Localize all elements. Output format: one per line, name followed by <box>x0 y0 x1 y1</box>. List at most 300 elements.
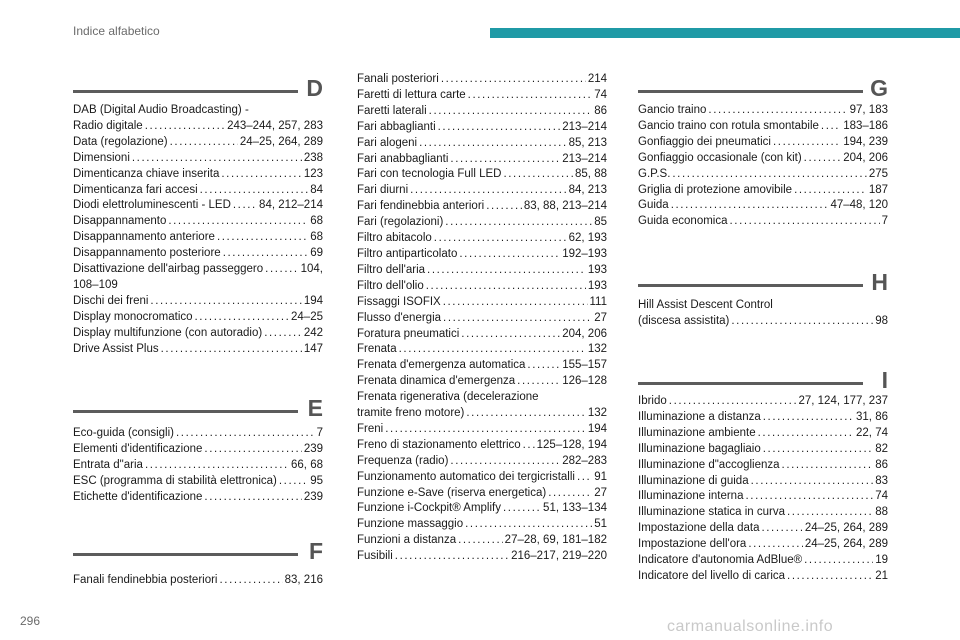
entry-pages: 155–157 <box>562 359 607 372</box>
dot-leader <box>468 88 593 104</box>
section-letter: H <box>871 269 888 295</box>
entry-term: Disattivazione dell'airbag passeggero <box>73 263 264 276</box>
entry-term: Etichette d'identificazione <box>73 490 203 503</box>
index-entry <box>638 521 888 537</box>
index-entry <box>73 183 323 199</box>
dot-leader <box>429 104 593 120</box>
entry-pages: 86 <box>875 458 888 471</box>
section-letter: F <box>308 538 323 564</box>
section-heading-g <box>638 75 888 106</box>
entry-pages: 275 <box>868 167 888 180</box>
entry-term: Fari fendinebbia anteriori <box>357 200 485 213</box>
entry-pages: 192–193 <box>562 247 607 260</box>
index-entry <box>73 490 323 506</box>
entry-term: Fanali posteriori <box>357 73 439 85</box>
page-number: 296 <box>20 614 41 628</box>
entry-pages: 187 <box>868 183 888 196</box>
entry-pages: 194 <box>303 294 323 307</box>
entry-term: Flusso d'energia <box>357 311 442 324</box>
dot-leader <box>450 152 560 168</box>
entry-term: Ibrido <box>638 395 667 407</box>
entry-pages: 85, 88 <box>575 168 607 181</box>
index-entry <box>638 505 888 521</box>
entry-term: Gonfiaggio dei pneumatici <box>638 135 771 148</box>
dot-leader <box>758 426 854 442</box>
dot-leader <box>731 314 873 330</box>
entry-list-f-part2 <box>357 72 607 565</box>
entry-term: Indicatore del livello di carica <box>638 569 786 582</box>
entry-pages: 84, 213 <box>568 184 607 197</box>
dot-leader <box>441 72 586 88</box>
dot-leader <box>233 198 257 214</box>
entry-term: Eco-guida (consigli) <box>73 427 174 439</box>
entry-pages: 111 <box>589 295 607 308</box>
index-entry <box>638 394 888 410</box>
entry-pages: 193 <box>587 279 607 292</box>
index-entry <box>638 314 888 330</box>
index-entry <box>73 326 323 342</box>
dot-leader <box>787 505 873 521</box>
section-rule <box>638 382 863 385</box>
entry-term: Illuminazione di guida <box>638 474 749 487</box>
index-entry <box>638 119 888 135</box>
index-entry <box>73 294 323 310</box>
entry-term: Elementi d'identificazione <box>73 442 203 455</box>
entry-term: Gancio traino con rotula smontabile <box>638 119 819 132</box>
index-entry <box>357 247 607 263</box>
entry-pages: 243–244, 257, 283 <box>227 119 323 132</box>
index-entry <box>357 183 607 199</box>
dot-leader <box>748 537 803 553</box>
entry-term: Funzioni a distanza <box>357 534 457 547</box>
entry-term: Frequenza (radio) <box>357 454 449 467</box>
index-entry <box>73 442 323 458</box>
entry-pages: 213–214 <box>562 152 607 165</box>
dot-leader <box>221 167 301 183</box>
entry-pages: 194 <box>587 422 607 435</box>
entry-term: Gonfiaggio occasionale (con kit) <box>638 151 802 164</box>
dot-leader <box>782 458 874 474</box>
index-entry <box>357 486 607 502</box>
entry-term: DAB (Digital Audio Broadcasting) - <box>73 104 249 116</box>
entry-term: Impostazione della data <box>638 522 760 535</box>
entry-term: Fari con tecnologia Full LED <box>357 168 502 181</box>
entry-pages: 47–48, 120 <box>830 199 888 212</box>
entry-term: tramite freno motore) <box>357 407 465 420</box>
entry-pages: 74 <box>594 88 607 101</box>
entry-pages: 31, 86 <box>856 410 888 423</box>
entry-term: 108–109 <box>73 278 118 291</box>
section-rule <box>73 410 298 413</box>
watermark: carmanualsonline.info <box>667 618 834 635</box>
entry-list-e <box>73 426 323 506</box>
dot-leader <box>204 442 301 458</box>
entry-pages: 66, 68 <box>291 458 323 471</box>
index-entry <box>73 198 323 214</box>
entry-pages: 69 <box>310 247 323 260</box>
entry-term: Griglia di protezione amovibile <box>638 183 793 196</box>
dot-leader <box>450 454 560 470</box>
dot-leader <box>399 342 586 358</box>
entry-pages: 123 <box>303 167 323 180</box>
section-rule <box>73 90 298 93</box>
entry-term: Illuminazione statica in curva <box>638 506 786 519</box>
index-entry <box>357 327 607 343</box>
dot-leader <box>219 573 282 589</box>
entry-term: Dischi dei freni <box>73 294 149 307</box>
entry-pages: 27 <box>594 311 607 324</box>
entry-term: Funzione massaggio <box>357 518 464 531</box>
dot-leader <box>264 326 302 342</box>
entry-term: Hill Assist Descent Control <box>638 299 773 311</box>
index-entry <box>357 215 607 231</box>
index-entry <box>73 458 323 474</box>
dot-leader <box>200 183 309 199</box>
entry-pages: 86 <box>594 104 607 117</box>
index-entry <box>357 311 607 327</box>
entry-pages: 83, 88, 213–214 <box>523 200 607 213</box>
entry-pages: 83, 216 <box>284 574 323 586</box>
dot-leader <box>461 327 560 343</box>
index-entry <box>73 262 323 278</box>
index-entry <box>73 474 323 490</box>
index-entry <box>638 198 888 214</box>
dot-leader <box>761 521 802 537</box>
entry-term: Fari alogeni <box>357 136 418 149</box>
entry-term: Frenata rigenerativa (decelerazione <box>357 391 539 404</box>
dot-leader <box>503 501 541 517</box>
entry-pages: 19 <box>875 554 888 567</box>
index-entry <box>73 246 323 262</box>
dot-leader <box>168 214 308 230</box>
entry-pages: 51 <box>594 518 607 531</box>
dot-leader <box>804 151 842 167</box>
entry-pages: 214 <box>587 73 607 85</box>
index-entry <box>357 104 607 120</box>
entry-term: Dimensioni <box>73 151 130 164</box>
dot-leader <box>669 394 797 410</box>
index-entry <box>73 278 323 294</box>
entry-term: Display multifunzione (con autoradio) <box>73 326 263 339</box>
index-entry <box>73 151 323 167</box>
entry-pages: 132 <box>587 407 607 420</box>
entry-term: Fissaggi ISOFIX <box>357 295 441 308</box>
entry-term: (discesa assistita) <box>638 314 730 327</box>
header-accent-bar <box>490 28 960 38</box>
dot-leader <box>426 279 586 295</box>
index-entry <box>357 549 607 565</box>
entry-term: Data (regolazione) <box>73 135 168 148</box>
index-entry <box>638 569 888 585</box>
index-entry <box>638 183 888 199</box>
entry-pages: 132 <box>587 343 607 356</box>
entry-list-i <box>638 394 888 585</box>
entry-pages: 84 <box>310 183 323 196</box>
entry-term: Diodi elettroluminescenti - LED <box>73 199 231 212</box>
entry-term: Disappannamento anteriore <box>73 231 215 244</box>
dot-leader <box>176 426 315 442</box>
dot-leader <box>217 230 308 246</box>
dot-leader <box>443 295 588 311</box>
entry-term: Filtro abitacolo <box>357 232 432 245</box>
dot-leader <box>763 410 854 426</box>
entry-pages: 213–214 <box>562 120 607 133</box>
entry-term: Frenata dinamica d'emergenza <box>357 375 516 388</box>
index-entry <box>638 474 888 490</box>
entry-term: Radio digitale <box>73 119 143 132</box>
entry-list-h <box>638 298 888 330</box>
entry-term: Entrata d"aria <box>73 458 143 471</box>
index-entry <box>357 167 607 183</box>
section-heading-e <box>73 395 323 426</box>
dot-leader <box>523 438 535 454</box>
index-entry <box>638 167 888 183</box>
index-entry <box>638 489 888 505</box>
dot-leader <box>548 486 592 502</box>
entry-pages: 21 <box>875 569 888 582</box>
index-entry <box>638 553 888 569</box>
entry-pages: 24–25, 264, 289 <box>804 538 888 551</box>
entry-term: Dimenticanza chiave inserita <box>73 167 220 180</box>
index-entry <box>357 422 607 438</box>
dot-leader <box>751 474 874 490</box>
dot-leader <box>145 119 225 135</box>
entry-pages: 95 <box>310 474 323 487</box>
dot-leader <box>672 167 866 183</box>
dot-leader <box>745 489 873 505</box>
entry-term: Filtro dell'olio <box>357 279 424 292</box>
dot-leader <box>385 422 586 438</box>
index-entry <box>357 72 607 88</box>
entry-pages: 7 <box>316 427 323 439</box>
section-letter: I <box>881 367 888 393</box>
index-entry <box>73 214 323 230</box>
index-entry <box>357 152 607 168</box>
dot-leader <box>794 183 867 199</box>
entry-pages: 193 <box>587 263 607 276</box>
index-entry <box>73 135 323 151</box>
entry-term: Funzione i-Cockpit® Amplify <box>357 502 501 515</box>
index-entry <box>73 342 323 358</box>
dot-leader <box>773 135 841 151</box>
dot-leader <box>419 136 567 152</box>
entry-term: ESC (programma di stabilità elettronica) <box>73 474 277 487</box>
dot-leader <box>517 374 560 390</box>
entry-term: Foratura pneumatici <box>357 327 460 340</box>
entry-pages: 27, 124, 177, 237 <box>798 395 888 407</box>
section-heading-h <box>638 269 888 300</box>
entry-term: Dimenticanza fari accesi <box>73 183 198 196</box>
section-letter: E <box>307 395 323 421</box>
entry-term: Fari anabbaglianti <box>357 152 449 165</box>
entry-term: Funzionamento automatico dei tergicristalli <box>357 470 575 483</box>
entry-pages: 238 <box>303 151 323 164</box>
entry-pages: 51, 133–134 <box>543 502 607 515</box>
entry-pages: 104, <box>300 263 323 276</box>
dot-leader <box>763 442 873 458</box>
dot-leader <box>145 458 289 474</box>
dot-leader <box>466 406 585 422</box>
entry-term: Frenata d'emergenza automatica <box>357 359 526 372</box>
dot-leader <box>195 310 290 326</box>
index-entry <box>357 406 607 422</box>
index-entry <box>357 533 607 549</box>
entry-pages: 74 <box>875 490 888 503</box>
dot-leader <box>170 135 238 151</box>
dot-leader <box>395 549 509 565</box>
entry-term: Guida economica <box>638 215 728 228</box>
entry-pages: 183–186 <box>843 119 888 132</box>
entry-term: Freni <box>357 422 384 435</box>
dot-leader <box>708 103 847 119</box>
index-entry <box>638 214 888 230</box>
index-entry <box>638 298 888 314</box>
entry-term: Impostazione dell'ora <box>638 538 747 551</box>
entry-term: Faretti laterali <box>357 104 427 117</box>
section-heading-f <box>73 538 323 569</box>
entry-term: Fari abbaglianti <box>357 120 436 133</box>
index-entry <box>357 88 607 104</box>
index-entry <box>357 231 607 247</box>
entry-term: Drive Assist Plus <box>73 342 159 355</box>
index-entry <box>357 295 607 311</box>
entry-pages: 68 <box>310 215 323 228</box>
entry-term: Indicatore d'autonomia AdBlue® <box>638 554 803 567</box>
entry-pages: 85 <box>594 216 607 229</box>
index-entry <box>638 135 888 151</box>
index-entry <box>357 390 607 406</box>
dot-leader <box>577 470 592 486</box>
entry-list-g <box>638 103 888 230</box>
section-letter: D <box>306 75 323 101</box>
index-entry <box>638 442 888 458</box>
entry-term: Fanali fendinebbia posteriori <box>73 574 218 586</box>
entry-pages: 91 <box>594 470 607 483</box>
entry-pages: 204, 206 <box>843 151 888 164</box>
dot-leader <box>486 199 522 215</box>
entry-pages: 126–128 <box>562 375 607 388</box>
dot-leader <box>730 214 880 230</box>
index-entry <box>73 310 323 326</box>
entry-term: Illuminazione interna <box>638 490 744 503</box>
entry-term: Illuminazione a distanza <box>638 410 761 423</box>
index-entry <box>73 573 323 589</box>
dot-leader <box>434 231 567 247</box>
dot-leader <box>465 517 592 533</box>
dot-leader <box>132 151 302 167</box>
index-entry <box>73 119 323 135</box>
entry-pages: 147 <box>303 342 323 355</box>
entry-pages: 239 <box>303 490 323 503</box>
index-entry <box>357 454 607 470</box>
section-heading-d <box>73 75 323 106</box>
index-entry <box>638 426 888 442</box>
index-entry <box>357 136 607 152</box>
entry-pages: 97, 183 <box>849 104 888 116</box>
index-entry <box>73 426 323 442</box>
entry-term: Filtro antiparticolato <box>357 247 458 260</box>
entry-pages: 82 <box>875 442 888 455</box>
entry-pages: 98 <box>875 314 888 327</box>
index-entry <box>357 470 607 486</box>
dot-leader <box>438 120 561 136</box>
dot-leader <box>821 119 841 135</box>
dot-leader <box>459 247 560 263</box>
entry-term: Illuminazione ambiente <box>638 426 756 439</box>
dot-leader <box>787 569 873 585</box>
dot-leader <box>204 490 301 506</box>
index-entry <box>357 438 607 454</box>
index-entry <box>638 537 888 553</box>
entry-term: Funzione e-Save (riserva energetica) <box>357 486 547 499</box>
dot-leader <box>445 215 592 231</box>
entry-term: Disappannamento <box>73 215 167 228</box>
entry-list-f-part1 <box>73 573 323 589</box>
dot-leader <box>804 553 873 569</box>
entry-pages: 84, 212–214 <box>259 199 323 212</box>
index-entry <box>73 230 323 246</box>
entry-pages: 85, 213 <box>568 136 607 149</box>
index-entry <box>357 342 607 358</box>
index-entry <box>357 358 607 374</box>
index-entry <box>73 167 323 183</box>
entry-term: Gancio traino <box>638 104 707 116</box>
dot-leader <box>223 246 309 262</box>
entry-pages: 194, 239 <box>843 135 888 148</box>
section-letter: G <box>870 75 888 101</box>
entry-list-d <box>73 103 323 358</box>
running-header-title: Indice alfabetico <box>73 24 160 38</box>
index-entry <box>357 517 607 533</box>
entry-pages: 204, 206 <box>562 327 607 340</box>
entry-pages: 83 <box>875 474 888 487</box>
entry-pages: 7 <box>881 215 888 228</box>
dot-leader <box>161 342 302 358</box>
entry-pages: 239 <box>303 442 323 455</box>
section-rule <box>638 90 863 93</box>
dot-leader <box>527 358 560 374</box>
dot-leader <box>503 167 573 183</box>
section-rule <box>73 553 298 556</box>
index-entry <box>357 374 607 390</box>
entry-pages: 125–128, 194 <box>536 438 607 451</box>
index-entry <box>638 458 888 474</box>
entry-term: Fusibili <box>357 550 393 563</box>
entry-term: Display monocromatico <box>73 310 193 323</box>
dot-leader <box>150 294 301 310</box>
entry-pages: 68 <box>310 231 323 244</box>
dot-leader <box>671 198 829 214</box>
dot-leader <box>443 311 592 327</box>
entry-term: G.P.S. <box>638 167 671 180</box>
entry-term: Illuminazione d"accoglienza <box>638 458 780 471</box>
entry-pages: 282–283 <box>562 454 607 467</box>
entry-term: Freno di stazionamento elettrico <box>357 438 521 451</box>
entry-pages: 22, 74 <box>856 426 888 439</box>
entry-pages: 242 <box>303 326 323 339</box>
entry-term: Disappannamento posteriore <box>73 247 221 260</box>
entry-term: Filtro dell'aria <box>357 263 426 276</box>
entry-pages: 24–25 <box>291 310 323 323</box>
entry-term: Frenata <box>357 343 397 356</box>
dot-leader <box>410 183 566 199</box>
dot-leader <box>279 474 308 490</box>
dot-leader <box>427 263 586 279</box>
index-entry <box>357 501 607 517</box>
index-entry <box>73 103 323 119</box>
index-entry <box>357 279 607 295</box>
dot-leader <box>265 262 298 278</box>
